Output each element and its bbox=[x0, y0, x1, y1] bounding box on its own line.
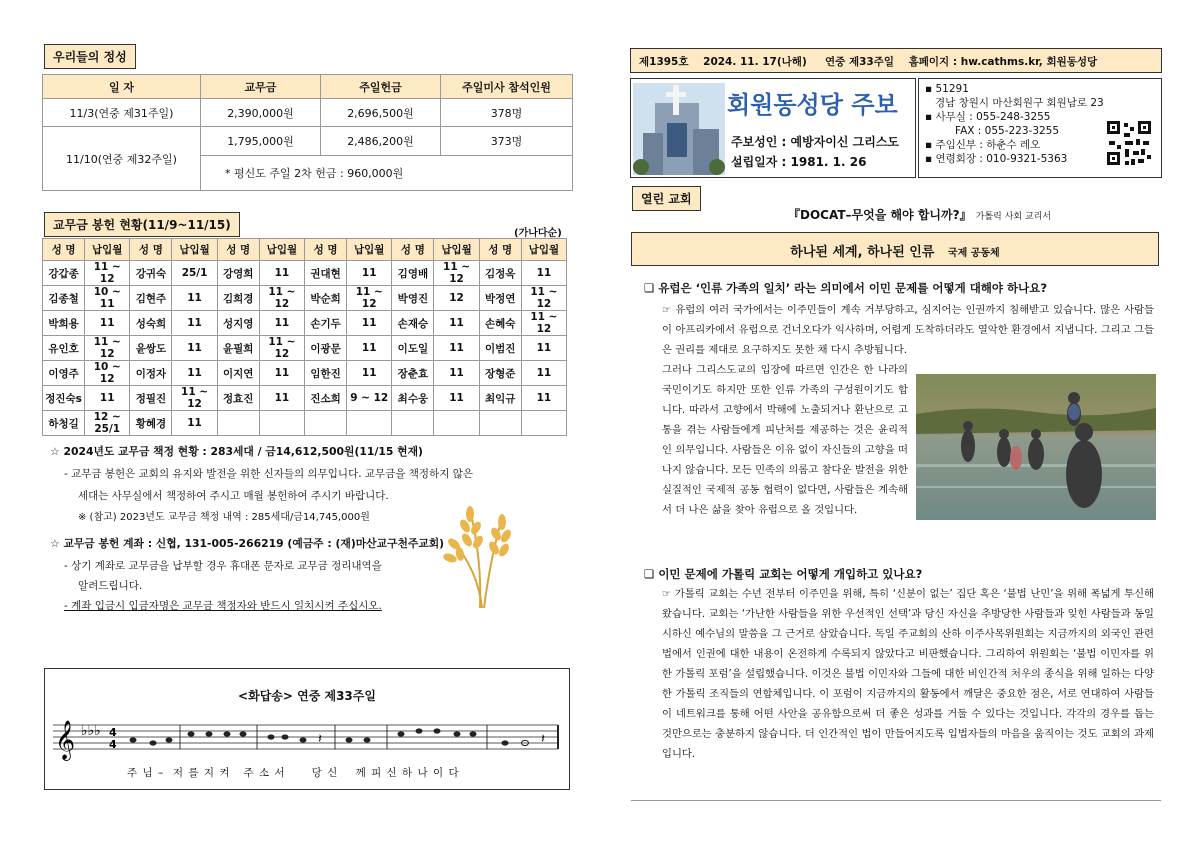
tithe-header-name: 성 명 bbox=[479, 239, 521, 261]
tithe-month-cell: 11 ~ 12 bbox=[259, 286, 304, 311]
tithe-month-cell: 11 bbox=[172, 336, 217, 361]
tithe-name-cell: 김영배 bbox=[392, 261, 434, 286]
tithe-name-cell: 성숙희 bbox=[130, 311, 172, 336]
svg-text:4: 4 bbox=[109, 726, 117, 739]
tithe-month-cell: 11 bbox=[521, 361, 566, 386]
tithe-name-cell: 장형준 bbox=[479, 361, 521, 386]
tithe-month-cell: 11 bbox=[347, 311, 392, 336]
pastor: ▪ 주임신부 : 하춘수 레오 bbox=[925, 139, 1041, 151]
postal-code: ▪ 51291 bbox=[925, 83, 969, 95]
offering-table bbox=[42, 74, 573, 191]
tithe-header-name: 성 명 bbox=[43, 239, 85, 261]
tithe-name-cell: 이도일 bbox=[392, 336, 434, 361]
president-phone: ▪ 연령회장 : 010-9321-5363 bbox=[925, 153, 1068, 165]
offering-section-title: 우리들의 정성 bbox=[44, 44, 136, 69]
notice1-line2: 세대는 사무실에서 책정하여 주시고 매월 봉헌하여 주시기 바랍니다. bbox=[78, 490, 389, 502]
tithe-name-cell: 손혜숙 bbox=[479, 311, 521, 336]
tithe-name-cell: 이영주 bbox=[43, 361, 85, 386]
tithe-name-cell: 하청길 bbox=[43, 411, 85, 436]
question-2-text: ☞ 가톨릭 교회는 수년 전부터 이주민을 위해, 특히 ‘신분이 없는’ 집단 혹은 ‘불법 난민’을 위해 폭넓게 투신해 왔습니다. 교회는 ‘가난한 사람들을 위한 우선적인 선택’과 당신 자신을 추방당한 사람들과 잊힌 사람들과 동일시하신 예수님의 말씀을 그 근거로 삼았습니다. 독일 주교회의 산하 이주사목위원회는 지금까지의 외국인 관련 법에서 인권에 대한 내용이 온전하게 수록되지 않았다고 비판했습니다. 그리하여 위원회는 ‘불법 이민자를 위한 가톨릭 포럼’을 설립했습니다. 이것은 불법 이민자와 그들에 대한 비인간적 처우의 종식을 위해 일하는 다양한 가톨릭 조직들의 연합체입니다. 이 포럼이 지금까지의 활동에서 깨달은 중요한 점은, 서로 연대하여 사람들이 네트워크를 통해 어떤 사안을 공유함으로써 더 좋은 성과를 거둘 수 있다는 것입니다. 각각의 경우를 돕는 것만으로는 충분하지 않습니다. 더 인간적인 법이 만들어지도록 입법자들의 마음을 움직이는 것도 교회의 과제입니다. bbox=[662, 588, 1154, 760]
table-row bbox=[43, 286, 567, 311]
migrants-river-photo bbox=[916, 374, 1156, 520]
svg-text:𝄽: 𝄽 bbox=[541, 732, 545, 747]
music-staff bbox=[53, 713, 563, 763]
wheat-illustration bbox=[440, 500, 530, 610]
svg-text:4: 4 bbox=[109, 738, 117, 751]
tithe-name-cell bbox=[479, 411, 521, 436]
tithe-name-cell: 박희용 bbox=[43, 311, 85, 336]
tithe-month-cell: 11 bbox=[434, 336, 479, 361]
masthead-line: 제1395호 2024. 11. 17(나해) 연중 제33주일 홈페이지 : hw.cathms.kr, 회원동성당 bbox=[630, 48, 1162, 73]
tithe-month-cell: 11 ~ 12 bbox=[521, 311, 566, 336]
tithe-name-cell: 이범진 bbox=[479, 336, 521, 361]
tithe-month-cell: 11 bbox=[172, 286, 217, 311]
tithe-month-cell bbox=[521, 411, 566, 436]
tithe-month-cell: 11 bbox=[434, 311, 479, 336]
tithe-header-month: 납입월 bbox=[521, 239, 566, 261]
tithe-month-cell: 11 bbox=[259, 361, 304, 386]
tithe-name-cell: 박영진 bbox=[392, 286, 434, 311]
tithe-month-cell: 11 bbox=[521, 261, 566, 286]
tithe-month-cell: 11 bbox=[172, 411, 217, 436]
tithe-name-cell: 강귀숙 bbox=[130, 261, 172, 286]
table-row bbox=[43, 311, 567, 336]
bulletin-title: 회원동성당 주보 bbox=[727, 91, 898, 119]
tithe-month-cell: 12 ~ 25/1 bbox=[85, 411, 130, 436]
tithe-month-cell: 11 bbox=[521, 336, 566, 361]
offering-header-tithe: 교무금 bbox=[201, 75, 321, 99]
offering-sunday: 2,486,200원 bbox=[321, 127, 441, 156]
offering-tithe: 2,390,000원 bbox=[201, 99, 321, 127]
offering-header-date: 일 자 bbox=[43, 75, 201, 99]
docat-title: 『DOCAT–무엇을 해야 합니까?』 가톨릭 사회 교리서 bbox=[788, 208, 1052, 222]
headline-box: 하나된 세계, 하나된 인류 국제 공동체 bbox=[631, 232, 1159, 266]
tithe-header-name: 성 명 bbox=[130, 239, 172, 261]
tithe-name-cell: 이지연 bbox=[217, 361, 259, 386]
masthead-left bbox=[630, 78, 916, 178]
tithe-name-cell: 정필진 bbox=[130, 386, 172, 411]
tithe-name-cell: 유인호 bbox=[43, 336, 85, 361]
tithe-month-cell: 12 bbox=[434, 286, 479, 311]
svg-text:♭♭♭: ♭♭♭ bbox=[81, 723, 101, 739]
tithe-name-cell bbox=[392, 411, 434, 436]
tithe-month-cell: 10 ~ 12 bbox=[85, 361, 130, 386]
notice2-line1: - 상기 계좌로 교무금을 납부할 경우 휴대폰 문자로 교무금 정리내역을 bbox=[64, 560, 382, 572]
tithe-header-name: 성 명 bbox=[217, 239, 259, 261]
founded-date: 설립일자 : 1981. 1. 26 bbox=[731, 155, 867, 169]
tithe-name-cell: 이광문 bbox=[304, 336, 346, 361]
tithe-month-cell: 11 bbox=[347, 361, 392, 386]
table-row bbox=[43, 411, 567, 436]
bottom-rule bbox=[631, 800, 1161, 801]
offering-note: * 평신도 주일 2차 헌금 : 960,000원 bbox=[201, 155, 573, 190]
tithe-name-cell: 진소희 bbox=[304, 386, 346, 411]
tithe-month-cell bbox=[434, 411, 479, 436]
tithe-name-cell: 정진숙s bbox=[43, 386, 85, 411]
question-1: ❑ 유럽은 ‘인류 가족의 일치’ 라는 의미에서 이민 문제를 어떻게 대해야 하나요? bbox=[644, 281, 1048, 295]
tithe-header-month: 납입월 bbox=[85, 239, 130, 261]
tithe-header-month: 납입월 bbox=[347, 239, 392, 261]
tithe-month-cell bbox=[347, 411, 392, 436]
tithe-header-month: 납입월 bbox=[259, 239, 304, 261]
section-tag: 열린 교회 bbox=[632, 186, 701, 211]
notice2-line2: 알려드립니다. bbox=[78, 580, 143, 592]
offering-attendance: 378명 bbox=[441, 99, 573, 127]
offering-header-sunday: 주일헌금 bbox=[321, 75, 441, 99]
tithe-month-cell: 9 ~ 12 bbox=[347, 386, 392, 411]
tithe-month-cell: 11 ~ 12 bbox=[434, 261, 479, 286]
offering-date: 11/10(연중 제32주일) bbox=[43, 127, 201, 191]
table-row bbox=[43, 361, 567, 386]
offering-date: 11/3(연중 제31주일) bbox=[43, 99, 201, 127]
psalm-title: <화답송> 연중 제33주일 bbox=[238, 689, 376, 703]
tithe-name-cell bbox=[217, 411, 259, 436]
notice2-title: ☆ 교무금 봉헌 계좌 : 신협, 131-005-266219 (예금주 : (재)마산교구천주교회) bbox=[50, 537, 445, 550]
tithe-month-cell: 11 bbox=[172, 361, 217, 386]
tithe-month-cell: 11 bbox=[85, 311, 130, 336]
tithe-name-cell: 최수웅 bbox=[392, 386, 434, 411]
tithe-name-cell: 김희경 bbox=[217, 286, 259, 311]
tithe-name-cell: 박정연 bbox=[479, 286, 521, 311]
tithe-section-title: 교무금 봉헌 현황(11/9~11/15) bbox=[44, 212, 240, 237]
tithe-month-cell: 25/1 bbox=[172, 261, 217, 286]
tithe-month-cell: 11 ~ 12 bbox=[85, 261, 130, 286]
tithe-header-name: 성 명 bbox=[304, 239, 346, 261]
tithe-name-cell: 윤필희 bbox=[217, 336, 259, 361]
tithe-month-cell: 11 bbox=[259, 386, 304, 411]
church-building-icon bbox=[633, 83, 725, 175]
notice1-line3: ※ (참고) 2023년도 교무금 책정 내역 : 285세대/금14,745,000원 bbox=[78, 512, 370, 523]
tithe-name-cell: 장춘효 bbox=[392, 361, 434, 386]
tithe-month-cell: 11 bbox=[521, 386, 566, 411]
tithe-name-cell: 이정자 bbox=[130, 361, 172, 386]
tithe-header-month: 납입월 bbox=[434, 239, 479, 261]
patron-saint: 주보성인 : 예방자이신 그리스도 bbox=[731, 135, 900, 149]
tithe-name-cell bbox=[304, 411, 346, 436]
notice2-line3: - 계좌 입금시 입금자명은 교무금 책정자와 반드시 일치시켜 주십시오. bbox=[64, 600, 382, 612]
tithe-month-cell: 10 ~ 11 bbox=[85, 286, 130, 311]
tithe-month-cell: 11 bbox=[347, 261, 392, 286]
tithe-month-cell: 11 ~ 12 bbox=[347, 286, 392, 311]
offering-attendance: 373명 bbox=[441, 127, 573, 156]
tithe-name-cell: 정효진 bbox=[217, 386, 259, 411]
tithe-month-cell: 11 bbox=[347, 336, 392, 361]
table-row bbox=[43, 386, 567, 411]
tithe-name-cell: 임한진 bbox=[304, 361, 346, 386]
tithe-name-cell: 황혜경 bbox=[130, 411, 172, 436]
svg-text:𝄽: 𝄽 bbox=[318, 732, 322, 747]
question-1-text: ☞ 유럽의 여러 국가에서는 이주민들이 계속 거부당하고, 심지어는 인권까지 침해받고 있습니다. 많은 사람들이 아프리카에서 유럽으로 건너오다가 익사하며, 어렵게 도착하더라도 열악한 환경에서 지냅니다. 그리고 그들은 권리를 제대로 요구하지도 못한 채 다시 추방됩니다. bbox=[662, 304, 1154, 356]
treble-clef-icon: 𝄞 bbox=[55, 720, 76, 760]
offering-header-attendance: 주일미사 참석인원 bbox=[441, 75, 573, 99]
tithe-name-cell: 권대현 bbox=[304, 261, 346, 286]
tithe-name-cell: 손재승 bbox=[392, 311, 434, 336]
tithe-name-cell: 김현주 bbox=[130, 286, 172, 311]
psalm-lyrics: 주 님 – 저 를 지 켜 주 소 서 당 신 께 피 신 하 나 이 다 bbox=[127, 767, 460, 779]
qr-code-icon bbox=[1105, 119, 1153, 167]
tithe-month-cell bbox=[259, 411, 304, 436]
tithe-order-note: (가나다순) bbox=[514, 228, 562, 239]
tithe-name-cell: 김정옥 bbox=[479, 261, 521, 286]
tithe-month-cell: 11 ~ 12 bbox=[85, 336, 130, 361]
table-row bbox=[43, 261, 567, 286]
tithe-month-cell: 11 bbox=[172, 311, 217, 336]
office-phone: ▪ 사무실 : 055-248-3255 bbox=[925, 111, 1051, 123]
tithe-month-cell: 11 ~ 12 bbox=[259, 336, 304, 361]
address: 경남 창원시 마산회원구 회원남로 23 bbox=[935, 97, 1104, 109]
tithe-name-cell: 손기두 bbox=[304, 311, 346, 336]
notice1-title: ☆ 2024년도 교무금 책정 현황 : 283세대 / 금14,612,500원(11/15 현재) bbox=[50, 445, 423, 458]
tithe-name-cell: 강영희 bbox=[217, 261, 259, 286]
tithe-table bbox=[42, 238, 567, 436]
tithe-month-cell: 11 bbox=[434, 386, 479, 411]
tithe-month-cell: 11 bbox=[85, 386, 130, 411]
question-1-continued: 그러나 그리스도교의 입장에 따르면 인간은 한 나라의 국민이기도 하지만 또한 인류 가족의 구성원이기도 합니다. 따라서 고향에서 박해에 노출되거나 환난으로 고통을 겪는 사람들에게 피난처를 제공하는 것은 윤리적인 의무입니다. 사람들은 이유 없이 자신들의 고향을 떠나지 않습니다. 모든 민족의 의롭고 참다운 발전을 위한 실질적인 국제적 공동 협력이 없다면, 사람들은 계속해서 더 나은 삶을 찾아 유럽으로 올 것입니다. bbox=[662, 364, 908, 516]
tithe-name-cell: 박순희 bbox=[304, 286, 346, 311]
contact-box bbox=[918, 78, 1162, 178]
tithe-header-month: 납입월 bbox=[172, 239, 217, 261]
tithe-name-cell: 윤쌍도 bbox=[130, 336, 172, 361]
tithe-month-cell: 11 bbox=[259, 311, 304, 336]
tithe-name-cell: 강갑종 bbox=[43, 261, 85, 286]
table-row bbox=[43, 336, 567, 361]
tithe-header-name: 성 명 bbox=[392, 239, 434, 261]
question-2: ❑ 이민 문제에 가톨릭 교회는 어떻게 개입하고 있나요? bbox=[644, 567, 923, 581]
offering-sunday: 2,696,500원 bbox=[321, 99, 441, 127]
tithe-month-cell: 11 ~ 12 bbox=[172, 386, 217, 411]
tithe-month-cell: 11 bbox=[259, 261, 304, 286]
tithe-month-cell: 11 ~ 12 bbox=[521, 286, 566, 311]
fax: FAX : 055-223-3255 bbox=[955, 125, 1060, 137]
notice1-line1: - 교무금 봉헌은 교회의 유지와 발전을 위한 신자들의 의무입니다. 교무금을 책정하지 않은 bbox=[64, 468, 473, 480]
tithe-name-cell: 김종철 bbox=[43, 286, 85, 311]
tithe-name-cell: 최익규 bbox=[479, 386, 521, 411]
offering-tithe: 1,795,000원 bbox=[201, 127, 321, 156]
tithe-name-cell: 성지영 bbox=[217, 311, 259, 336]
psalm-box bbox=[44, 668, 570, 790]
tithe-month-cell: 11 bbox=[434, 361, 479, 386]
